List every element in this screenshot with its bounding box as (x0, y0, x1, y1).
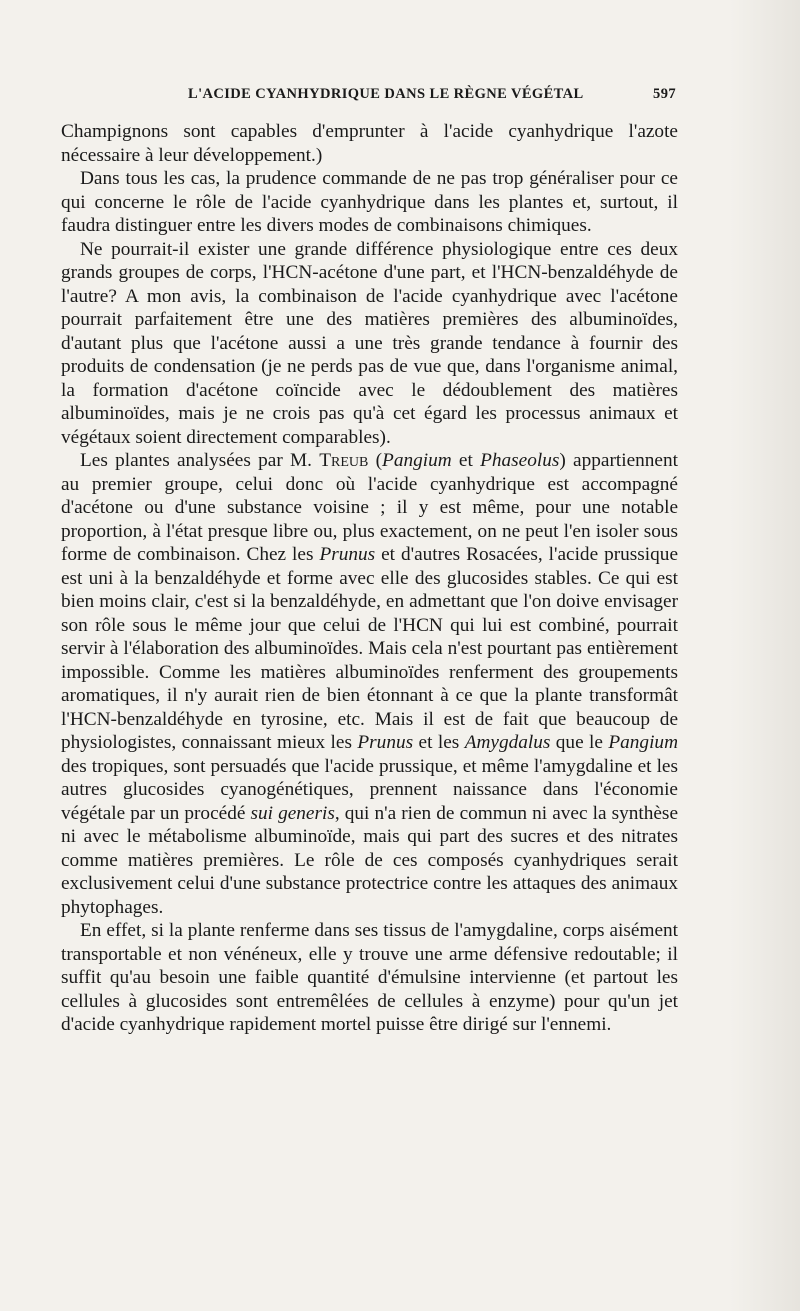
taxon-name: Phaseolus (480, 450, 560, 471)
text-span: , qui n'a rien de commun ni avec la synthèse ni avec le métabolisme albuminoïde, mais qui part des sucres et des nitrates comme matières premières. Le rôle de ces composés cyanhydriques serait exclusivement celui d'une substance protectrice contre les attaques des animaux phytophages. (61, 802, 678, 918)
text-span: et les (413, 732, 465, 753)
taxon-name: Prunus (319, 544, 376, 565)
paragraph-prudence: Dans tous les cas, la prudence commande de ne pas trop généraliser pour ce qui concerne le rôle de l'acide cyanhydrique dans les plantes et, surtout, il faudra distinguer entre les divers modes de combinaisons chimiques. (61, 168, 678, 236)
text-span: et (451, 450, 481, 471)
text-span: des tropiques, sont persuadés que l'acide prussique, et même l'amygdaline et les autres glucosides cyanogénétiques, prennent naissance dans l'économie végétale par un procédé (61, 755, 678, 824)
author-name: Treub (319, 450, 369, 471)
running-title: L'ACIDE CYANHYDRIQUE DANS LE RÈGNE VÉGÉTAL (188, 86, 584, 102)
text-span: ) appartiennent au premier groupe, celui donc où l'acide cyanhydrique est accompagné d'acétone ou d'une substance voisine ; il y est même, pour une notable proportion, à l'état presque libre ou, plus exactement, on ne peut l'en isoler sous forme de combinaison. Chez les (61, 450, 678, 565)
text-span: que le (550, 732, 609, 753)
latin-phrase: sui generis (250, 802, 335, 824)
text-span: Les plantes analysées par M. (80, 450, 320, 471)
taxon-name: Amygdalus (464, 732, 551, 753)
taxon-name: Prunus (357, 732, 414, 753)
taxon-name: Pangium (382, 450, 452, 471)
text-span: et d'autres Rosacées, l'acide prussique est uni à la benzaldéhyde et forme avec elle des glucosides stables. Ce qui est bien moins clair, c'est si la benzaldéhyde, en admettant que l'on doive envisager son rôle sous le même jour que celui de l'HCN qui lui est combiné, pourrait servir à l'élaboration des albuminoïdes. Mais cela n'est pourtant pas entièrement impossible. Comme les matières albuminoïdes renferment des groupements aromatiques, il n'y aurait rien de bien étonnant à ce que la plante transformât l'HCN-benzaldéhyde en tyrosine, etc. Mais il est de fait que beaucoup de physiologistes, connaissant mieux les (61, 544, 678, 753)
running-head (62, 86, 676, 108)
text-span: ( (368, 450, 383, 471)
page-number: 597 (653, 86, 676, 102)
scan-edge-shading (730, 0, 800, 1311)
taxon-name: Pangium (608, 732, 678, 753)
paragraph-difference: Ne pourrait-il exister une grande différence physiologique entre ces deux grands groupes de corps, l'HCN-acétone d'une part, et l'HCN-benzaldéhyde de l'autre? A mon avis, la combinaison de l'acide cyanhydrique avec l'acétone pourrait parfaitement être une des matières premières des albuminoïdes, d'autant plus que l'acétone aussi a une très grande tendance à fournir des produits de condensation (je ne perds pas de vue que, dans l'organisme animal, la formation d'acétone coïncide avec le dédoublement des matières albuminoïdes, mais je ne crois pas qu'à cet égard les processus animaux et végétaux soient directement comparables). (61, 238, 678, 448)
paragraph-continuation: Champignons sont capables d'emprunter à l'acide cyanhydrique l'azote nécessaire à leur développement.) (61, 121, 678, 166)
paragraph-treub (61, 449, 678, 919)
body-text (61, 120, 678, 1037)
paragraph-amygdaline: En effet, si la plante renferme dans ses tissus de l'amygdaline, corps aisément transportable et non vénéneux, elle y trouve une arme défensive redoutable; il suffit qu'au besoin une faible quantité d'émulsine intervienne (et partout les cellules à glucosides sont entremêlées de cellules à enzyme) pour qu'un jet d'acide cyanhydrique rapidement mortel puisse être dirigé sur l'ennemi. (61, 920, 678, 1035)
